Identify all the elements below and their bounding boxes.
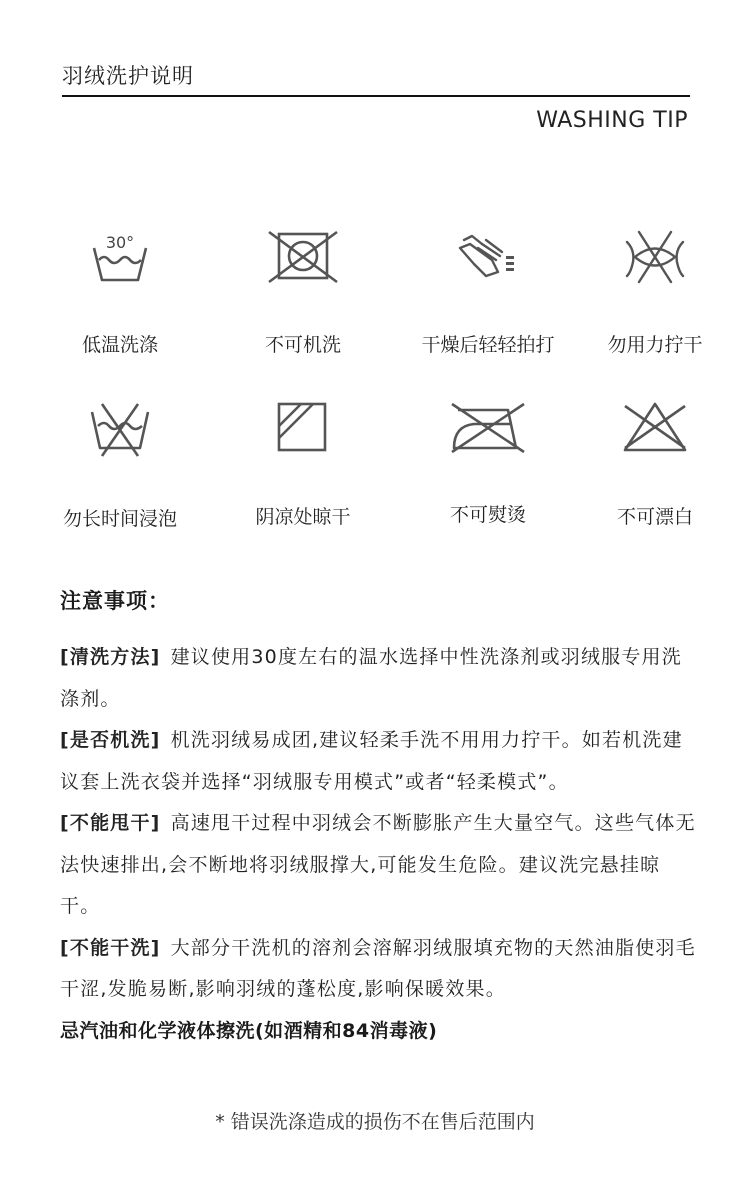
header-divider [62,95,690,97]
care-item-label: 干燥后轻轻拍打 [421,334,555,356]
care-item-no-iron [393,402,583,527]
care-item-label: 不可漂白 [616,506,693,528]
care-item-label: 不可机洗 [264,334,341,356]
care-notes [60,585,700,1052]
notes-title: 注意事项： [60,589,170,613]
care-item-no-soak [25,400,215,531]
care-item-no-wring [560,228,750,357]
note-item [60,637,700,720]
chemical-warning: 忌汽油和化学液体擦洗(如酒精和84消毒液) [60,1019,438,1042]
pat-after-dry-icon [456,230,520,282]
page-title: 羽绒洗护说明 [62,64,194,88]
no-soak-icon [88,400,152,458]
after-sales-disclaimer: * 错误洗涤造成的损伤不在售后范围内 [215,1111,535,1133]
care-item-no-bleach [560,400,750,529]
shade-dry-icon [275,400,331,456]
care-item-label: 勿用力拧干 [607,334,703,356]
note-tag: [是否机洗] [60,729,161,751]
note-text: 高速甩干过程中羽绒会不断膨胀产生大量空气。这些气体无法快速排出,会不断地将羽绒服撑大,可能发生危险。建议洗完悬挂晾干。 [60,812,696,917]
care-item-label: 阴凉处晾干 [255,506,351,528]
note-item [60,928,700,1011]
note-text: 大部分干洗机的溶剂会溶解羽绒服填充物的天然油脂使羽毛干涩,发脆易断,影响羽绒的蓬松度,影响保暖效果。 [60,936,696,1000]
care-item-label: 不可熨烫 [449,504,526,526]
wash-temp-label: 30° [105,233,135,252]
note-item [60,803,700,928]
note-item [60,720,700,803]
no-wring-icon [623,228,687,286]
note-tag: [不能干洗] [60,936,161,959]
wash-30-icon [90,228,150,288]
note-text: 建议使用30度左右的温水选择中性洗涤剂或羽绒服专用洗涤剂。 [60,646,682,710]
page-subtitle: WASHING TIP [536,108,688,133]
care-item-no-machine-wash [208,228,398,357]
care-item-label: 勿长时间浸泡 [62,508,177,530]
care-item-shade-dry [208,400,398,529]
no-machine-wash-icon [265,228,341,286]
note-tag: [不能甩干] [60,812,161,834]
care-item-low-temp-wash [25,228,215,357]
note-text: 机洗羽绒易成团,建议轻柔手洗不用用力拧干。如若机洗建议套上洗衣袋并选择“羽绒服专用模式”或者“轻柔模式”。 [60,729,683,793]
no-iron-icon [448,402,528,454]
care-item-label: 低温洗涤 [81,334,158,356]
care-item-pat-after-dry [393,230,583,357]
note-tag: [清洗方法] [60,646,161,668]
no-bleach-icon [619,400,691,456]
